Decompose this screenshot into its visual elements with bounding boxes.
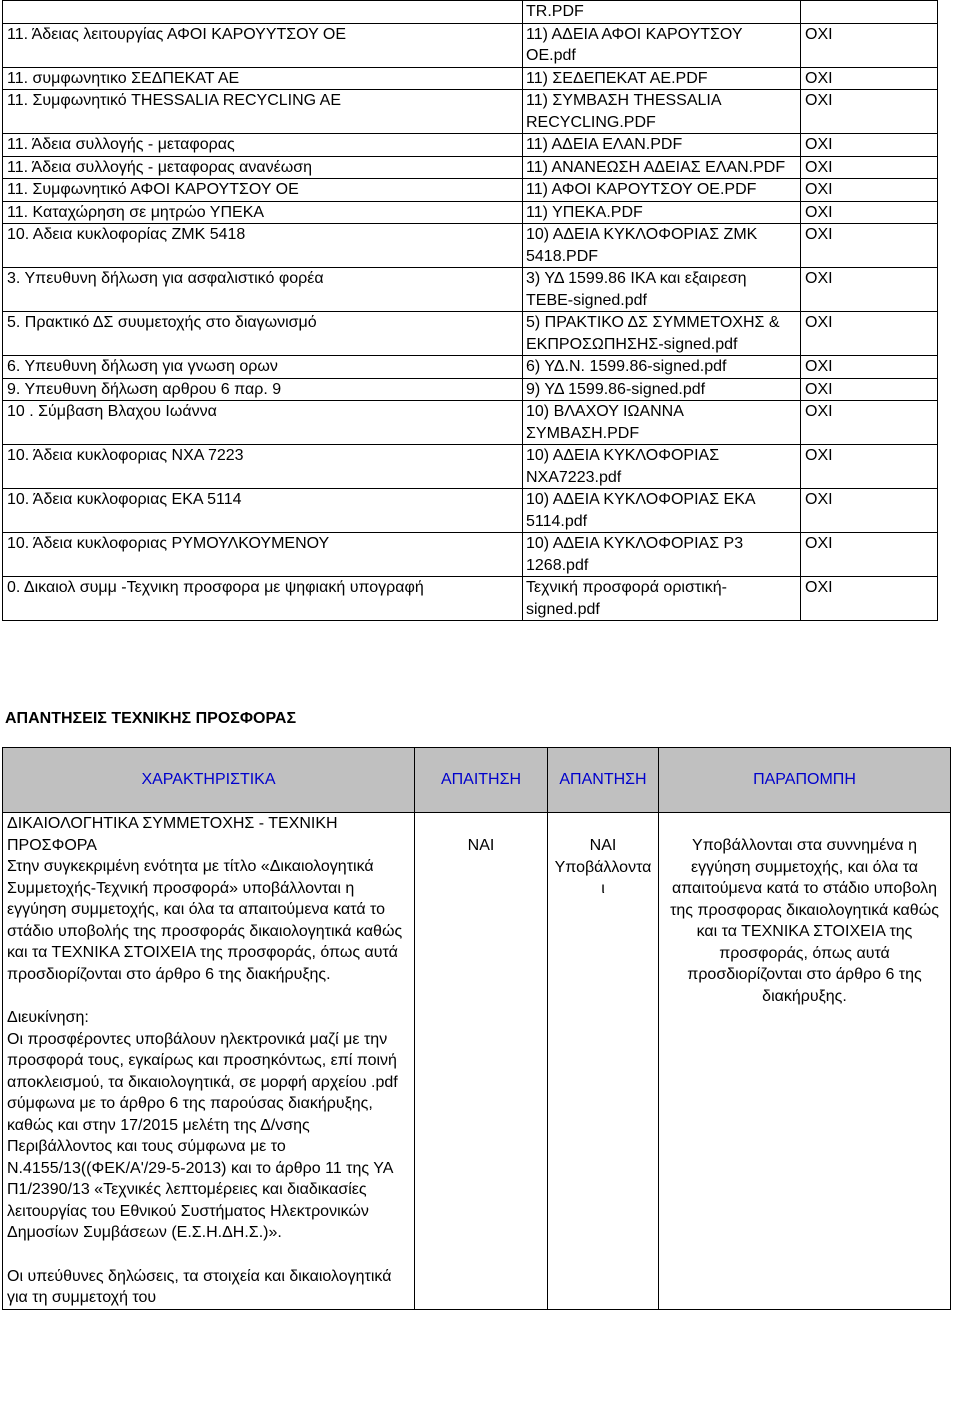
answer-cell xyxy=(548,813,659,1310)
document-filename: TR.PDF xyxy=(523,1,801,24)
document-description: 9. Υπευθυνη δήλωση αρθρου 6 παρ. 9 xyxy=(3,378,523,401)
document-flag: ΟΧΙ xyxy=(801,489,938,533)
document-flag: ΟΧΙ xyxy=(801,401,938,445)
document-flag: ΟΧΙ xyxy=(801,378,938,401)
document-filename: 11) ΑΔΕΙΑ ΑΦΟΙ ΚΑΡΟΥΤΣΟΥ ΟΕ.pdf xyxy=(523,23,801,67)
row-title: ΔΙΚΑΙΟΛΟΓΗΤΙΚΑ ΣΥΜΜΕΤΟΧΗΣ - ΤΕΧΝΙΚΗ ΠΡΟΣΦΟΡΑ xyxy=(7,815,338,854)
document-flag: ΟΧΙ xyxy=(801,23,938,67)
document-flag: ΟΧΙ xyxy=(801,533,938,577)
document-description: 10. Αδεια κυκλοφορίας ΖΜΚ 5418 xyxy=(3,224,523,268)
section-heading: ΑΠΑΝΤΗΣΕΙΣ ΤΕΧΝΙΚΗΣ ΠΡΟΣΦΟΡΑΣ xyxy=(5,710,297,727)
document-flag: ΟΧΙ xyxy=(801,445,938,489)
document-flag: ΟΧΙ xyxy=(801,268,938,312)
document-row xyxy=(3,90,938,134)
document-description: 11. Συμφωνητικό THESSALIA RECYCLING AE xyxy=(3,90,523,134)
header-characteristics: ΧΑΡΑΚΤΗΡΙΣΤΙΚΑ xyxy=(3,748,415,813)
document-description: 11. συμφωνητικο ΣΕΔΠΕΚΑΤ ΑΕ xyxy=(3,67,523,90)
paragraph-2-title: Διευκίνηση: xyxy=(7,1009,89,1026)
reference-value: Υποβάλλονται στα συννημένα η εγγύηση συμμετοχής, και όλα τα απαιτούμενα κατά το στάδιο υποβολη της προσφορας δικαιολογητικά καθώς και τα ΤΕΧΝΙΚΑ ΣΤΟΙΧΕΙΑ της προσφοράς, όπως αυτά προσδιορίζονται στο άρθρο 6 της διακήρυξης. xyxy=(670,837,939,1005)
document-row xyxy=(3,1,938,24)
document-flag: ΟΧΙ xyxy=(801,577,938,621)
document-filename: 11) ΣΥΜΒΑΣΗ THESSALIA RECYCLING.PDF xyxy=(523,90,801,134)
document-flag: ΟΧΙ xyxy=(801,224,938,268)
document-row xyxy=(3,401,938,445)
document-filename: 11) ΥΠΕΚΑ.PDF xyxy=(523,201,801,224)
document-description: 11. Άδεια συλλογής - μεταφορας ανανέωση xyxy=(3,156,523,179)
document-description: 10. Άδεια κυκλοφοριας ΡΥΜΟΥΛΚΟΥΜΕΝΟΥ xyxy=(3,533,523,577)
answers-row xyxy=(3,813,951,1310)
answers-table xyxy=(2,747,951,1310)
document-description: 11. Άδεια συλλογής - μεταφορας xyxy=(3,134,523,157)
document-row xyxy=(3,23,938,67)
paragraph-2: Οι προσφέροντες υποβάλουν ηλεκτρονικά μαζί με την προσφορά τους, εγκαίρως και προσηκόντως, επί ποινή αποκλεισμού, τα δικαιολογητικά, σε μορφή αρχείου .pdf σύμφωνα με το άρθρο 6 της παρούσας διακήρυξης, καθώς και στην 17/2015 μελέτη της Δ/νσης Περιβάλλοντος και τους σύμφωνα με το Ν.4155/13((ΦΕΚ/Α'/29-5-2013) και το άρθρο 11 της ΥΑ Π1/2390/13 «Τεχνικές λεπτομέρειες και διαδικασίες λειτουργίας του Εθνικού Συστήματος Ηλεκτρονικών Δημοσίων Συμβάσεων (Ε.Σ.Η.ΔΗ.Σ.)». xyxy=(7,1030,398,1241)
document-filename: 11) ΑΔΕΙΑ ΕΛΑΝ.PDF xyxy=(523,134,801,157)
reference-cell xyxy=(659,813,951,1310)
document-row xyxy=(3,445,938,489)
document-flag: ΟΧΙ xyxy=(801,67,938,90)
document-filename: 3) ΥΔ 1599.86 ΙΚΑ και εξαιρεση ΤΕΒΕ-signed.pdf xyxy=(523,268,801,312)
document-filename: 10) ΑΔΕΙΑ ΚΥΚΛΟΦΟΡΙΑΣ ΝΧΑ7223.pdf xyxy=(523,445,801,489)
document-description: 5. Πρακτικό ΔΣ συυμετοχής στο διαγωνισμό xyxy=(3,312,523,356)
document-filename: 10) ΑΔΕΙΑ ΚΥΚΛΟΦΟΡΙΑΣ Ρ3 1268.pdf xyxy=(523,533,801,577)
document-description: 11. Καταχώρηση σε μητρώο ΥΠΕΚΑ xyxy=(3,201,523,224)
document-flag: ΟΧΙ xyxy=(801,356,938,379)
document-filename: 11) ΣΕΔΕΠΕΚΑΤ ΑΕ.PDF xyxy=(523,67,801,90)
document-flag xyxy=(801,1,938,24)
document-filename: Τεχνική προσφορά οριστική-signed.pdf xyxy=(523,577,801,621)
document-row xyxy=(3,312,938,356)
answers-header-row xyxy=(3,748,951,813)
document-row xyxy=(3,224,938,268)
header-requirement: ΑΠΑΙΤΗΣΗ xyxy=(415,748,548,813)
document-row xyxy=(3,533,938,577)
document-row xyxy=(3,201,938,224)
document-row xyxy=(3,356,938,379)
document-filename: 5) ΠΡΑΚΤΙΚΟ ΔΣ ΣΥΜΜΕΤΟΧΗΣ & ΕΚΠΡΟΣΩΠΗΣΗΣ-signed.pdf xyxy=(523,312,801,356)
document-filename: 9) ΥΔ 1599.86-signed.pdf xyxy=(523,378,801,401)
paragraph-3: Οι υπεύθυνες δηλώσεις, τα στοιχεία και δικαιολογητικά για τη συμμετοχή του xyxy=(7,1267,392,1306)
answer-value: ΝΑΙ Υποβάλλοντα ι xyxy=(554,837,652,897)
document-row xyxy=(3,268,938,312)
header-answer: ΑΠΑΝΤΗΣΗ xyxy=(548,748,659,813)
document-row xyxy=(3,577,938,621)
documents-table xyxy=(2,0,938,621)
document-description: 10 . Σύμβαση Βλαχου Ιωάννα xyxy=(3,401,523,445)
document-filename: 10) ΑΔΕΙΑ ΚΥΚΛΟΦΟΡΙΑΣ ΕΚΑ 5114.pdf xyxy=(523,489,801,533)
requirement-cell xyxy=(415,813,548,1310)
document-description: 11. Συμφωνητικό ΑΦΟΙ ΚΑΡΟΥΤΣΟΥ ΟΕ xyxy=(3,179,523,202)
document-filename: 10) ΑΔΕΙΑ ΚΥΚΛΟΦΟΡΙΑΣ ΖΜΚ 5418.PDF xyxy=(523,224,801,268)
document-description: 0. Δικαιολ συμμ -Τεχνικη προσφορα με ψηφιακή υπογραφή xyxy=(3,577,523,621)
document-flag: ΟΧΙ xyxy=(801,201,938,224)
document-flag: ΟΧΙ xyxy=(801,90,938,134)
document-flag: ΟΧΙ xyxy=(801,134,938,157)
document-row xyxy=(3,67,938,90)
characteristics-cell xyxy=(3,813,415,1310)
document-flag: ΟΧΙ xyxy=(801,179,938,202)
document-row xyxy=(3,378,938,401)
document-filename: 11) ΑΦΟΙ ΚΑΡΟΥΤΣΟΥ ΟΕ.PDF xyxy=(523,179,801,202)
document-description: 11. Άδειας λειτουργίας ΑΦΟΙ ΚΑΡΟΥΥΤΣΟΥ ΟΕ xyxy=(3,23,523,67)
document-filename: 6) ΥΔ.Ν. 1599.86-signed.pdf xyxy=(523,356,801,379)
document-filename: 11) ΑΝΑΝΕΩΣΗ ΑΔΕΙΑΣ ΕΛΑΝ.PDF xyxy=(523,156,801,179)
document-description: 10. Άδεια κυκλοφοριας ΕΚΑ 5114 xyxy=(3,489,523,533)
document-row xyxy=(3,156,938,179)
document-row xyxy=(3,134,938,157)
document-description xyxy=(3,1,523,24)
document-description: 10. Άδεια κυκλοφοριας ΝΧΑ 7223 xyxy=(3,445,523,489)
header-reference: ΠΑΡΑΠΟΜΠΗ xyxy=(659,748,951,813)
paragraph-1: Στην συγκεκριμένη ενότητα με τίτλο «Δικαιολογητικά Συμμετοχής-Τεχνική προσφορά» υποβάλλονται η εγγύηση συμμετοχής, και όλα τα απαιτούμενα κατά το στάδιο υποβολής της προσφοράς δικαιολογητικά καθώς και τα ΤΕΧΝΙΚΑ ΣΤΟΙΧΕΙΑ της προσφοράς, όπως αυτά προσδιορίζονται στο άρθρο 6 της διακήρυξης. xyxy=(7,858,403,983)
requirement-value: ΝΑΙ xyxy=(467,837,495,854)
document-row xyxy=(3,489,938,533)
document-description: 3. Υπευθυνη δήλωση για ασφαλιστικό φορέα xyxy=(3,268,523,312)
document-flag: ΟΧΙ xyxy=(801,312,938,356)
document-filename: 10) ΒΛΑΧΟΥ ΙΩΑΝΝΑ ΣΥΜΒΑΣΗ.PDF xyxy=(523,401,801,445)
document-description: 6. Υπευθυνη δήλωση για γνωση ορων xyxy=(3,356,523,379)
document-flag: ΟΧΙ xyxy=(801,156,938,179)
document-row xyxy=(3,179,938,202)
